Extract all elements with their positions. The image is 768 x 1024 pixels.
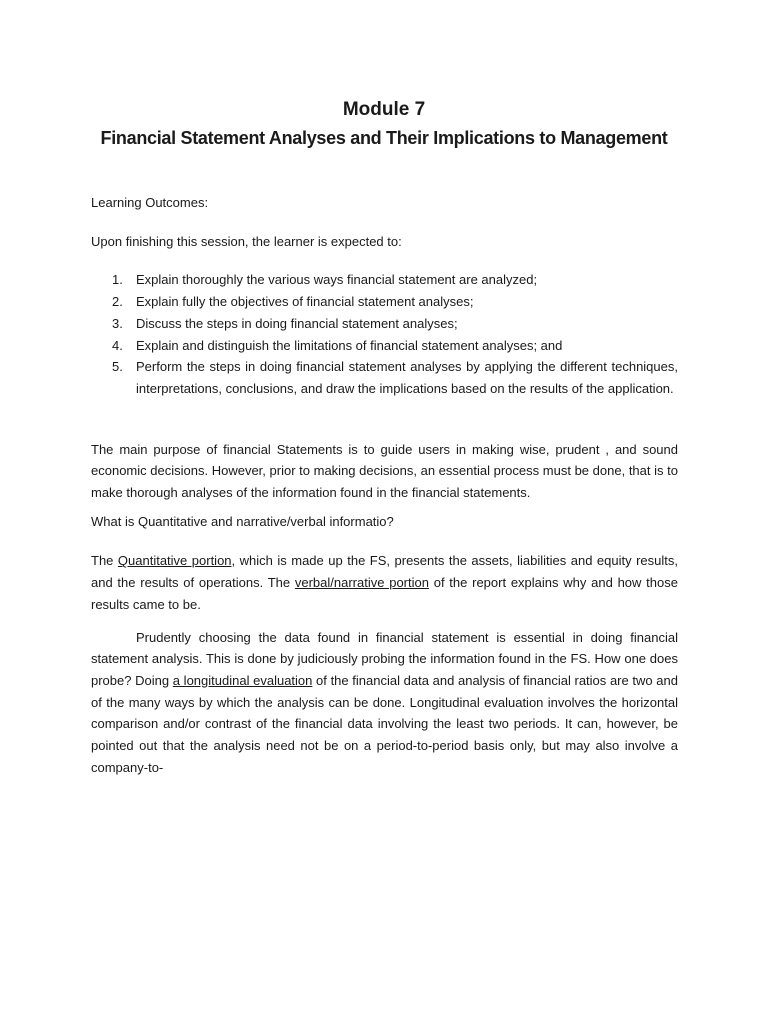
underlined-term-longitudinal: a longitudinal evaluation (172, 672, 313, 688)
list-item-number: 1. (112, 272, 123, 288)
section-spacer (91, 400, 678, 439)
list-item-text: Explain and distinguish the limitations of financial statement analyses; and (136, 337, 563, 353)
learning-outcomes-heading: Learning Outcomes: (91, 195, 209, 210)
learning-outcomes-intro: Upon finishing this session, the learner is expected to: (91, 233, 402, 249)
document-body (91, 192, 678, 778)
text-run: of the financial data and analysis of financial ratios are two and of the many ways by which the analysis can be done. Longitudinal evaluation involves the horizontal comparison and/or contrast of the financial data involving the least two periods. It can, however, be pointed out that the analysis need not be on a period-to-period basis only, but may also involve a company-to- (91, 672, 678, 775)
question-heading: What is Quantitative and narrative/verbal informatio? (91, 513, 394, 529)
text-run: Prudently choosing the data found in financial statement is essential in doing financial statement analysis. This is done by judiciously probing the information found in the FS. How one does probe? Doing (91, 629, 678, 688)
list-item-number: 3. (112, 315, 123, 331)
prudent-paragraph (91, 627, 678, 779)
list-item (91, 335, 678, 357)
list-item (91, 269, 678, 291)
module-title: Module 7 (342, 99, 426, 120)
list-item-text: Discuss the steps in doing financial statement analyses; (136, 315, 458, 331)
underlined-term-quantitative: Quantitative portion (117, 553, 232, 569)
text-run: , which is made up the FS, presents the assets, liabilities and equity results, and the results of operations. The (91, 553, 679, 591)
underlined-term-narrative: verbal/narrative portion (294, 575, 429, 591)
module-subtitle: Financial Statement Analyses and Their Implications to Management (100, 128, 668, 148)
list-item (91, 313, 678, 335)
list-item-text: Explain fully the objectives of financial statement analyses; (136, 294, 474, 310)
list-item-text: Explain thoroughly the various ways financial statement are analyzed; (136, 272, 538, 288)
purpose-paragraph: The main purpose of financial Statements is to guide users in making wise, prudent , and sound economic decisions. However, prior to making decisions, an essential process must be done, that is to make thorough analyses of the information found in the financial statements. (91, 441, 678, 501)
list-item-number: 5. (112, 359, 123, 375)
list-item-number: 4. (112, 337, 123, 353)
quantitative-paragraph (91, 550, 678, 615)
text-run: The (91, 553, 118, 569)
list-item (91, 291, 678, 313)
list-item-number: 2. (112, 294, 123, 310)
learning-outcomes-list (91, 269, 678, 399)
text-run: of the report explains why and how those results came to be. (91, 575, 678, 612)
list-item-text: Perform the steps in doing financial statement analyses by applying the different techniques, interpretations, conclusions, and draw the implications based on the results of the application. (136, 359, 678, 396)
title-block (40, 96, 728, 152)
list-item (91, 356, 678, 399)
